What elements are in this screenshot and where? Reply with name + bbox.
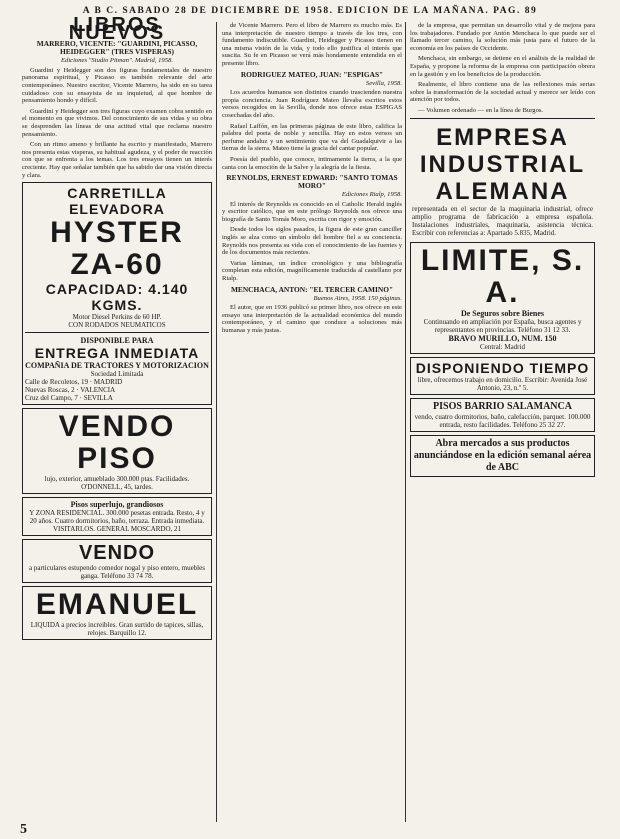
review-paragraph: Varias láminas, un índice cronológico y una bibliografía completan esta edición, magníficamente traducida al castellano por Rialp. (222, 259, 402, 283)
ad-text: LIQUIDA a precios increibles. Gran surtido de tapices, sillas, relojes. Barquillo 12. (30, 621, 204, 638)
ad-headline: PISOS BARRIO SALAMANCA (433, 400, 572, 412)
ad-address: Cruz del Campo, 7 · SEVILLA (25, 394, 113, 403)
review-paragraph: Guardini y Heidegger son tres figuras cuyo examen cobra sentido en el momento en que vivimos. Del conocimiento de sus vidas y su obra se desprenden las líneas de una actitud vital que reclama nuestro pensamiento. (22, 107, 212, 138)
page-footer-mark: 5 (20, 822, 27, 837)
ad-subtitle: De Seguros sobre Bienes (460, 308, 545, 318)
ad-emanuel (22, 586, 212, 640)
review-paragraph: El autor, que en 1936 publicó su primer libro, nos ofrece en este ensayo una interpretación de la actualidad económica del mundo contemporáneo, y el camino que conduce a soluciones más humanas y más justas. (222, 304, 402, 334)
ad-headline: EMANUEL (35, 588, 199, 622)
book-place: Ediciones Rialp, 1958. (341, 191, 402, 199)
book-publisher: Ediciones "Studio Pitman". Madrid, 1958. (61, 57, 173, 65)
divider (410, 118, 595, 119)
ad-hyster (22, 182, 212, 405)
ad-pisos-salamanca (410, 398, 595, 432)
ad-text: libre, ofrecemos trabajo en domicilio. Escribir: Avenida José Antonio, 23, n.º 5. (417, 375, 588, 392)
ad-headline: DISPONIENDO TIEMPO (415, 359, 590, 376)
ad-company-type: Sociedad Limitada (90, 370, 144, 379)
ad-text: a particulares estupendo comedor nogal y piso entero, muebles ganga. Teléfono 33 74 78. (29, 564, 205, 581)
ad-text: Y ZONA RESIDENCIAL. 300.000 pesetas entrada. Resto, 4 y 20 años. Cuatro dormitorios, baño, terraza. Entrada inmediata. VISITARLOS. GENERAL MOSCARDO, 21 (29, 509, 205, 534)
book-title: RODRIGUEZ MATEO, JUAN: "ESPIGAS" (240, 69, 384, 79)
ad-address: Calle de Recoletos, 19 · MADRID (25, 378, 123, 387)
column-rule-2 (405, 22, 406, 822)
ad-abc-aerea (410, 435, 595, 477)
book-place: Sevilla, 1958. (365, 79, 402, 87)
ad-headline: EMPRESA INDUSTRIAL ALEMANA (419, 123, 586, 205)
review-paragraph: Realmente, el libro contiene una de las reflexiones más serias sobre la transformación de la sociedad actual y merece ser leído con atención por todos. (410, 81, 595, 104)
ad-vendo (22, 539, 212, 583)
ad-headline: LIMITE, S. A. (420, 243, 585, 309)
page-header: A B C. SABADO 28 DE DICIEMBRE DE 1958. EDICION DE LA MAÑANA. PAG. 89 (82, 6, 538, 16)
ad-pisos-superlujo (22, 497, 212, 536)
review-paragraph: Guardini y Heidegger son dos figuras fundamentales de nuestro panorama espiritual, y Picasso es también relevante del arte contemporáneo. Nuestro escritor, Vicente Marrero, ha sido en su tarea cuidadoso con su ensayista de su inquietud, al que hombre de pensamiento hondo y difícil. (22, 66, 212, 105)
ad-engine: Motor Diesel Perkins de 60 HP. (72, 313, 162, 322)
ad-text: vendo, cuatro dormitorios, baño, calefacción, parquet. 100.000 entrada, resto facilidades. Teléfono 25 32 27. (414, 412, 591, 429)
book-title: REYNOLDS, ERNEST EDWARD: "SANTO TOMAS MORO" (226, 173, 398, 191)
ad-headline: Pisos superlujo, grandiosos (70, 500, 164, 510)
column-2 (222, 22, 402, 338)
ad-capacity: CAPACIDAD: 4.140 KGMS. (45, 281, 189, 314)
ad-address: Central: Madrid (480, 342, 525, 351)
ad-address: Nuevas Roscas, 2 · VALENCIA (25, 386, 116, 395)
ad-available: DISPONIBLE PARA (80, 336, 154, 346)
review-paragraph: El interés de Reynolds es conocido en el Catholic Herald inglés y escritor católico, que en este prólogo Reynolds nos ofrece una biografía de Santo Tomás Moro, escrita con rigor y emoción. (222, 200, 402, 223)
ad-wheels: CON RODADOS NEUMATICOS (68, 321, 166, 330)
review-paragraph: Menchaca, sin embargo, se detiene en el análisis de la realidad de España, y propone la reforma de la empresa con participación obrera en la gestión y en los beneficios de la producción. (410, 55, 595, 78)
review-paragraph: de la empresa, que permitan un desarrollo vital y de mejora para los trabajadores. Fundado por Antón Menchaca lo que puede ser el llamado tercer camino, la solución más justa para el futuro de la economía en los países de Occidente. (410, 22, 595, 52)
ad-heading: CARRETILLA ELEVADORA (67, 185, 167, 218)
review-paragraph: Los acuerdos humanos son distintos cuando trascienden nuestra propia conciencia. Juan Rodríguez Mateo llevaba escritos estos versos recogidos en la Sevilla, donde nos ofrece estas ESPIGAS cosechadas del año. (222, 89, 402, 119)
ad-address: BRAVO MURILLO, NUM. 150 (448, 333, 557, 343)
review-endnote: — Volumen ordenado — en la línea de Burgos. (418, 106, 544, 114)
ad-delivery: ENTREGA INMEDIATA (34, 345, 200, 362)
review-paragraph: Rafael Laffón, en las primeras páginas de este libro, califica la palabra del poeta de noble y sencilla. Hay en estos versos un perfume andaluz y un sentimiento que va del Guadalquivir a las tierras de la sierra. Mateo tiene la gracia del cantar popular. (222, 122, 402, 153)
divider (25, 332, 209, 333)
review-paragraph: Con un ritmo ameno y brillante ha escrito y manifestado, Marrero nos presenta estas visperas, su habitual agudeza, y el poder de reacción con que se enfrenta a los temas. Los tres ensayos tienen un interés creciente. Hay que señalar también que ha sabido dar una visión directa y clara. (22, 141, 212, 179)
column-rule-1 (216, 22, 217, 822)
ad-product: HYSTER ZA-60 (50, 216, 184, 282)
ad-text: lujo, exterior, amueblado 300.000 ptas. Facilidades. O'DONNELL, 45, tardes. (44, 475, 190, 492)
book-place: Buenos Aires, 1958. 150 páginas. (313, 294, 402, 302)
ad-text: Continuando en ampliación por España, busca agentes y representantes en provincias. Teléfono 31 12 33. (423, 317, 582, 334)
ad-text: representada en el sector de la maquinaria industrial, ofrece amplio programa de fabricación a empresa española. Instalaciones industriales, maquinaria, asistencia técnica. Escribir con referencias a: Apartado 5.835, Madrid. (412, 204, 593, 237)
ad-empresa-alemana (410, 122, 595, 239)
ad-disponiendo-tiempo (410, 357, 595, 395)
section-title: LIBROS NUEVOS (68, 14, 166, 44)
ad-limite (410, 242, 595, 354)
review-paragraph: de Vicente Marrero. Pero el libro de Marrero es mucho más. Es una interpretación de nuestro tiempo a través de los tres, con fundamento indiscutible. Guardini, Heidegger y Picasso tienen en una misma visión de la vida, y todo ello justifica el interés que suscita. Su fe en Picasso se verá más hondamente entendida en el presente libro. (222, 22, 402, 67)
review-paragraph: Poesía del pueblo, que conoce, intimamente la tierra, a la que canta con la emoción de la Salve y la alegría de la fiesta. (222, 155, 402, 171)
ad-headline: VENDO (78, 542, 156, 565)
book-title: MARRERO, VICENTE: "GUARDINI, PICASSO, HEIDEGGER" (TRES VISPERAS) (36, 39, 198, 57)
column-1 (22, 14, 212, 643)
ad-company: COMPAÑIA DE TRACTORES Y MOTORIZACION (25, 361, 209, 371)
column-3 (410, 22, 595, 480)
ad-text: Abra mercados a sus productos anunciándose en la edición semanal aérea de ABC (413, 437, 592, 473)
ad-vendo-piso (22, 408, 212, 494)
review-paragraph: Desde todos los siglos pasados, la figura de este gran canciller inglés se alza como un símbolo del hombre fiel a su conciencia. Reynolds nos presenta su vida con el conocimiento de las fuentes y de los documentos más recientes. (222, 226, 402, 257)
ad-headline: VENDO PISO (58, 410, 176, 476)
book-title: MENCHACA, ANTON: "EL TERCER CAMINO" (230, 284, 394, 294)
